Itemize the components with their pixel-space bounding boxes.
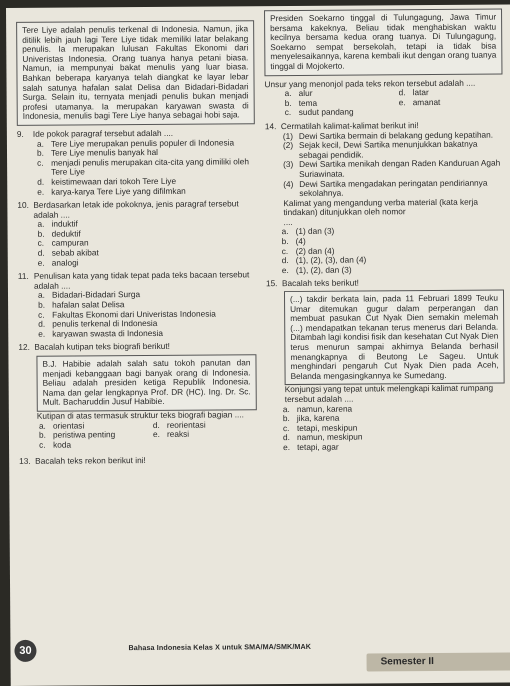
page-number: 30 (14, 640, 36, 662)
option-letter: b. (36, 147, 44, 158)
option-letter: e. (281, 264, 289, 275)
option-letter: d. (152, 419, 160, 430)
option[interactable] (282, 264, 504, 275)
option[interactable] (283, 441, 505, 452)
list-item (283, 159, 503, 180)
option-letter: b. (38, 429, 46, 440)
option-letter: e. (38, 328, 46, 339)
reading-box-soekarno (264, 9, 502, 76)
option[interactable] (37, 186, 255, 197)
option-text: karya-karya Tere Liye yang difilmkan (51, 185, 186, 197)
option-text: induktif (51, 218, 78, 229)
option-text: latar (412, 87, 429, 98)
answer-options (282, 226, 504, 276)
question-15 (266, 278, 505, 453)
option-letter: c. (284, 107, 292, 118)
option-letter: d. (37, 176, 45, 187)
question-prompt: Konjungsi yang tepat untuk melengkapi kalimat rumpang tersebut adalah .... (284, 382, 494, 405)
option-text: karyawan swasta di Indonesia (52, 327, 163, 339)
question-number: 14. (264, 121, 277, 132)
option-letter: a. (37, 219, 45, 230)
option-letter: e. (283, 441, 291, 453)
option-text: jika, karena (296, 412, 340, 424)
option-text: peristiwa penting (52, 429, 116, 440)
option-letter: c. (37, 238, 45, 249)
option-text: (1) dan (3) (295, 226, 335, 237)
option-text: keistimewaan dari tokoh Tere Liye (51, 175, 177, 187)
item-text: Dewi Sartika menikah dengan Raden Kanduruan Agah Suriawinata. (299, 157, 501, 179)
reading-box-tere-liye (16, 20, 255, 126)
option-letter: e. (398, 96, 406, 108)
option[interactable] (38, 328, 256, 339)
option-text: orientasi (52, 420, 85, 431)
item-text: Dewi Sartika mengadakan peringatan pendiriannya sekolahnya. (299, 177, 488, 199)
option[interactable] (39, 440, 143, 450)
question-13-cont (265, 78, 503, 118)
question-stem: Bacalah teks rekon berikut ini! (35, 455, 146, 467)
option-text: namun, meskipun (296, 431, 363, 443)
option-letter: b. (38, 299, 46, 310)
question-stem: Cermatilah kalimat-kalimat berikut ini! (280, 120, 419, 132)
question-12 (18, 342, 257, 451)
option-letter: c. (37, 157, 44, 168)
option-text: menjadi penulis merupakan cita-cita yang dimiliki oleh Tere Liye (51, 156, 249, 178)
book-title: Bahasa Indonesia Kelas X untuk SMA/MA/SMK/MAK (128, 641, 312, 653)
option-text: namun, karena (296, 403, 353, 414)
question-prompt: Kalimat yang mengandung verba material (kata kerja tindakan) ditunjukkan oleh nomor (283, 196, 479, 218)
option-letter: d. (38, 318, 46, 330)
option-text: alur (298, 88, 313, 99)
option-text: Tere Liye menulis banyak hal (50, 147, 159, 158)
option-letter: a. (36, 138, 44, 149)
option-text: Fakultas Ekonomi dari Univeristas Indonesia (52, 308, 216, 320)
item-text: Sejak kecil, Dewi Sartika menunjukkan bakatnya sebagai pendidik. (298, 138, 478, 160)
option-text: campuran (51, 237, 89, 249)
option-text: (2) dan (4) (295, 245, 335, 256)
option-text: koda (53, 439, 72, 450)
option-text: tema (298, 97, 318, 108)
question-number: 12. (18, 342, 30, 353)
option-letter: b. (282, 413, 290, 424)
question-14 (265, 120, 504, 275)
list-item (283, 178, 503, 199)
page-footer (10, 632, 510, 686)
question-11 (18, 271, 256, 340)
option-letter: c. (281, 245, 289, 256)
option-letter: a. (37, 290, 45, 301)
answer-options (283, 403, 505, 453)
item-number: (4) (283, 178, 294, 189)
option-letter: a. (282, 403, 290, 414)
question-stem: Ide pokok paragraf tersebut adalah .... (32, 127, 174, 139)
question-stem: Penulisan kata yang tidak tepat pada teks bacaan tersebut adalah .... (33, 269, 250, 291)
option-text: hafalan salat Delisa (52, 299, 125, 310)
option-letter: c. (38, 309, 45, 320)
option-text: (1), (2), (3), dan (4) (295, 254, 367, 266)
question-stem: Bacalah teks berikut! (281, 277, 359, 289)
option-text: Tere Liye merupakan penulis populer di Indonesia (50, 136, 235, 149)
option-letter: d. (281, 255, 289, 266)
option-letter: a. (284, 88, 292, 99)
option-text: (1), (2), dan (3) (295, 264, 352, 275)
question-number: 11. (17, 271, 29, 282)
right-column (264, 9, 505, 453)
question-stem: Kutipan di atas termasuk struktur teks biografi bagian .... (36, 409, 244, 421)
option-letter: d. (37, 247, 45, 258)
option-text: sebab akibat (51, 247, 99, 258)
option-letter: a. (281, 226, 289, 237)
option[interactable] (153, 429, 257, 439)
option-text: Bidadari-Bidadari Surga (51, 289, 141, 301)
question-10 (17, 199, 255, 268)
option[interactable] (399, 97, 503, 107)
question-stem: Unsur yang menonjol pada teks rekon tersebut adalah .... (264, 77, 476, 89)
option-letter: a. (38, 420, 46, 431)
option-text: (4) (295, 235, 306, 247)
option-grid (285, 88, 503, 118)
option[interactable] (38, 257, 256, 268)
option-text: analogi (51, 257, 79, 268)
semester-label: Semester II (367, 652, 510, 671)
option-text: deduktif (51, 228, 81, 239)
question-number: 15. (265, 278, 278, 289)
left-column (16, 20, 257, 467)
option-text: amanat (412, 96, 441, 107)
item-number: (2) (282, 140, 294, 151)
textbook-page (6, 4, 510, 686)
item-number: (3) (283, 159, 294, 170)
option-letter: b. (281, 236, 289, 247)
option-text: reorientasi (166, 419, 206, 430)
option-letter: d. (282, 432, 290, 443)
option-text: penulis terkenal di Indonesia (52, 318, 158, 329)
option-text: tetapi, meskipun (296, 422, 358, 433)
option-letter: b. (284, 97, 292, 108)
option-text: reaksi (166, 428, 190, 440)
question-13 (19, 456, 257, 467)
blank-dots: .... (283, 216, 293, 227)
option-grid (39, 420, 257, 450)
option[interactable] (37, 157, 255, 178)
question-stem: Berdasarkan letak ide pokoknya, jenis paragraf tersebut adalah .... (33, 198, 239, 220)
reading-text: Presiden Soekarno tinggal di Tulungagung, Jawa Timur bersama kakeknya. Beliau tidak menghabiskan waktu kecilnya bersama kedua orang tuanya. Di Tulungagung, Soekarno sempat bersekolah, tetapi ia tidak bisa menyelesaikannya, karena kembali ikut dengan orang tuanya tinggal di Mojokerto. (270, 11, 497, 72)
item-text: Dewi Sartika bermain di belakang gedung kepatihan. (298, 129, 494, 141)
option-letter: c. (39, 439, 46, 450)
option-text: sudut pandang (298, 106, 354, 118)
option-letter: e. (37, 257, 45, 268)
reading-text: (...) takdir berkata lain, pada 11 Februari 1899 Teuku Umar ditemukan gugur dalam perperangan dan membuat pasukan Cut Nyak Dien semakin melemah (...) mendapatkan tekanan terus menerus dari Belanda. Ditambah lagi kondisi fisik dan kesehatan Cut Nyak Dien terus menurun sampai akhirnya Belanda berhasil menangkapnya di Beutong Le Sageu. Untuk menghindari pengaruh Cut Nyak Dien pada Aceh, Belanda mengasingkannya ke Sumedang. (290, 292, 499, 381)
option-letter: e. (37, 186, 45, 197)
item-number: (1) (282, 130, 294, 141)
reading-box-cut-nyak-dien (284, 290, 505, 386)
question-number: 9. (16, 128, 24, 139)
option-text: tetapi, agar (297, 441, 339, 452)
option[interactable] (285, 108, 389, 118)
option-letter: d. (398, 87, 406, 98)
option-letter: e. (152, 429, 160, 440)
option-letter: c. (282, 422, 290, 433)
option-letter: b. (37, 228, 45, 239)
reading-box-habibie (36, 354, 256, 412)
sentence-list (283, 130, 503, 199)
question-9 (17, 128, 255, 197)
question-stem: Bacalah kutipan teks biografi berikut! (34, 341, 171, 353)
question-number: 10. (17, 199, 29, 211)
reading-text: B.J. Habibie adalah salah satu tokoh panutan dan menjadi kebanggaan bagi banyak orang di Indonesia. Beliau adalah presiden ketiga Republik Indonesia. Nama dan gelar lengkapnya Prof. DR (HC). Ing. Dr. Sc. Mult. Bacharuddin Jusuf Habibie. (42, 357, 251, 408)
reading-text: Tere Liye adalah penulis terkenal di Indonesia. Namun, jika ditilik lebih jauh lagi Tere Liye tidak memiliki latar belakang penulis. Ia merupakan lulusan Fakultas Ekonomi dari Univeristas Indonesia. Orang tuanya hanya petani biasa. Namun, ia mempunyai bakat menulis yang luar biasa. Bahkan beberapa karyanya telah diangkat ke layar lebar salah satunya hafalan salat Delisa dan Bidadari-Bidadari Surga. Selain itu, ternyata menjadi penulis bukan menjadi profesi utamanya. Ia merupakan karyawan swasta di Indonesia, menulis bagi Tere Liye hanya sebagai hobi saja. (22, 23, 249, 122)
question-number: 13. (19, 456, 31, 467)
